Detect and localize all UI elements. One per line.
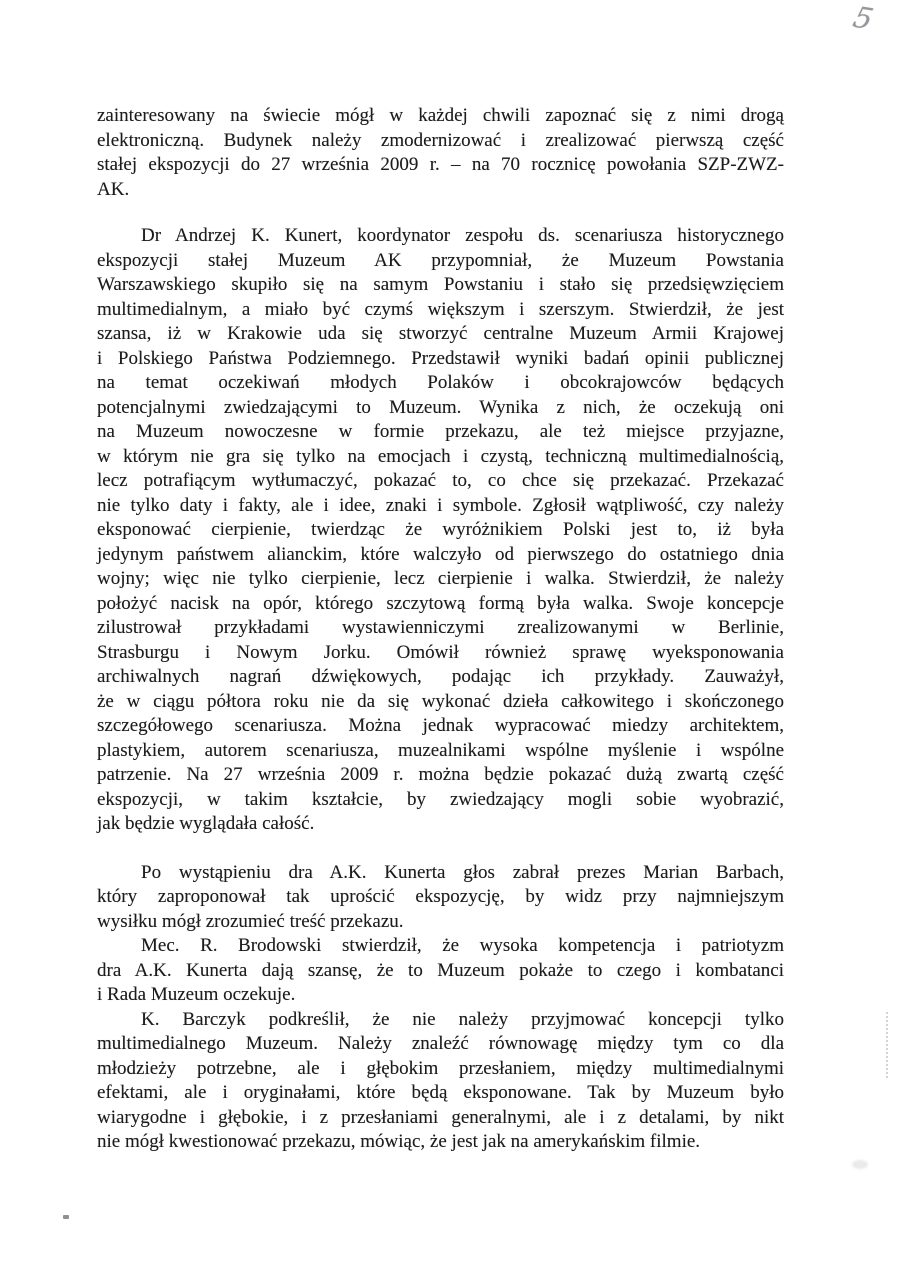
text-line: szansa, iż w Krakowie uda się stworzyć centralne Muzeum Armii Krajowej — [97, 323, 784, 344]
text-line: i Polskiego Państwa Podziemnego. Przedstawił wyniki badań opinii publicznej — [97, 347, 784, 369]
scan-artifact-dotted-line — [886, 1012, 888, 1078]
paragraph — [97, 861, 784, 935]
text-line: multimedialnego Muzeum. Należy znaleźć równowagę między tym co dla — [97, 1033, 784, 1054]
text-line: szczegółowego scenariusza. Można jednak wypracować miedzy architektem, — [97, 715, 784, 736]
text-line: ekspozycji, w takim kształcie, by zwiedzający mogli sobie wyobrazić, — [97, 788, 784, 810]
paragraph — [97, 1008, 784, 1155]
text-line: dra A.K. Kunerta dają szansę, że to Muzeum pokaże to czego i kombatanci — [97, 959, 784, 981]
text-line: zainteresowany na świecie mógł w każdej chwili zapoznać się z nimi drogą — [97, 105, 784, 126]
text-line: potencjalnymi zwiedzającymi to Muzeum. Wynika z nich, że oczekują oni — [97, 396, 784, 418]
text-line: młodzieży potrzebne, ale i głębokim przesłaniem, między multimedialnymi — [97, 1057, 784, 1079]
text-line: archiwalnych nagrań dźwiękowych, podając ich przykłady. Zauważył, — [97, 666, 784, 687]
text-line: jak będzie wyglądała całość. — [97, 813, 315, 834]
text-line: nie tylko daty i fakty, ale i idee, znaki i symbole. Zgłosił wątpliwość, czy należy — [97, 494, 784, 516]
text-line: zilustrował przykładami wystawienniczymi zrealizowanymi w Berlinie, — [97, 617, 784, 638]
text-line: stałej ekspozycji do 27 września 2009 r. – na 70 rocznicę powołania SZP-ZWZ- — [97, 154, 784, 175]
text-line: wiarygodne i głębokie, i z przesłaniami generalnymi, ale i z detalami, by nikt — [97, 1106, 784, 1128]
paragraph — [97, 224, 784, 837]
text-line: nie mógł kwestionować przekazu, mówiąc, że jest jak na amerykańskim filmie. — [97, 1131, 701, 1152]
text-line: Po wystąpieniu dra A.K. Kunerta głos zabrał prezes Marian Barbach, — [141, 861, 784, 883]
text-line: na Muzeum nowoczesne w formie przekazu, ale też miejsce przyjazne, — [97, 421, 784, 442]
scan-artifact-speck — [63, 1215, 69, 1219]
text-line: ekspozycji stałej Muzeum AK przypomniał, że Muzeum Powstania — [97, 249, 784, 271]
text-line: że w ciągu półtora roku nie da się wykonać dzieła całkowitego i skończonego — [97, 690, 784, 712]
text-line: multimedialnym, a miało być czymś większym i szerszym. Stwierdził, że jest — [97, 298, 784, 320]
text-line: położyć nacisk na opór, którego szczytową formą była walka. Swoje koncepcje — [97, 592, 784, 614]
text-line: Strasburgu i Nowym Jorku. Omówił również sprawę wyeksponowania — [97, 641, 784, 663]
text-line: wojny; więc nie tylko cierpienie, lecz cierpienie i walka. Stwierdził, że należy — [97, 568, 784, 589]
text-line: Mec. R. Brodowski stwierdził, że wysoka kompetencja i patriotyzm — [141, 935, 784, 956]
text-line: Warszawskiego skupiło się na samym Powstaniu i stało się przedsięwzięciem — [97, 274, 784, 295]
text-line: K. Barczyk podkreślił, że nie należy przyjmować koncepcji tylko — [141, 1008, 784, 1030]
text-line: i Rada Muzeum oczekuje. — [97, 984, 296, 1005]
text-line: eksponować cierpienie, twierdząc że wyróżnikiem Polski jest to, iż była — [97, 519, 784, 540]
paragraph — [97, 934, 784, 1008]
text-line: który zaproponował tak uprościć ekspozycję, by widz przy najmniejszym — [97, 886, 784, 907]
text-line: patrzenie. Na 27 września 2009 r. można będzie pokazać dużą zwartą część — [97, 764, 784, 785]
scan-artifact-smudge — [852, 1160, 868, 1169]
text-line: na temat oczekiwań młodych Polaków i obcokrajowców będących — [97, 372, 784, 393]
handwritten-page-number: 5 — [849, 0, 877, 36]
text-line: w którym nie gra się tylko na emocjach i czystą, techniczną multimedialnością, — [97, 445, 784, 467]
text-line: elektroniczną. Budynek należy zmodernizować i zrealizować pierwszą część — [97, 129, 784, 151]
text-line: wysiłku mógł zrozumieć treść przekazu. — [97, 910, 404, 932]
document-text — [97, 104, 784, 1155]
text-line: Dr Andrzej K. Kunert, koordynator zespołu ds. scenariusza historycznego — [141, 225, 784, 246]
text-line: efektami, ale i oryginałami, które będą eksponowane. Tak by Muzeum było — [97, 1082, 784, 1103]
text-line: lecz potrafiącym wytłumaczyć, pokazać to, co chce się przekazać. Przekazać — [97, 470, 784, 491]
paragraph — [97, 104, 784, 202]
text-line: plastykiem, autorem scenariusza, muzealnikami wspólne myślenie i wspólne — [97, 739, 784, 761]
text-line: jedynym państwem alianckim, które walczyło od pierwszego do ostatniego dnia — [97, 543, 784, 565]
text-line: AK. — [97, 178, 130, 200]
